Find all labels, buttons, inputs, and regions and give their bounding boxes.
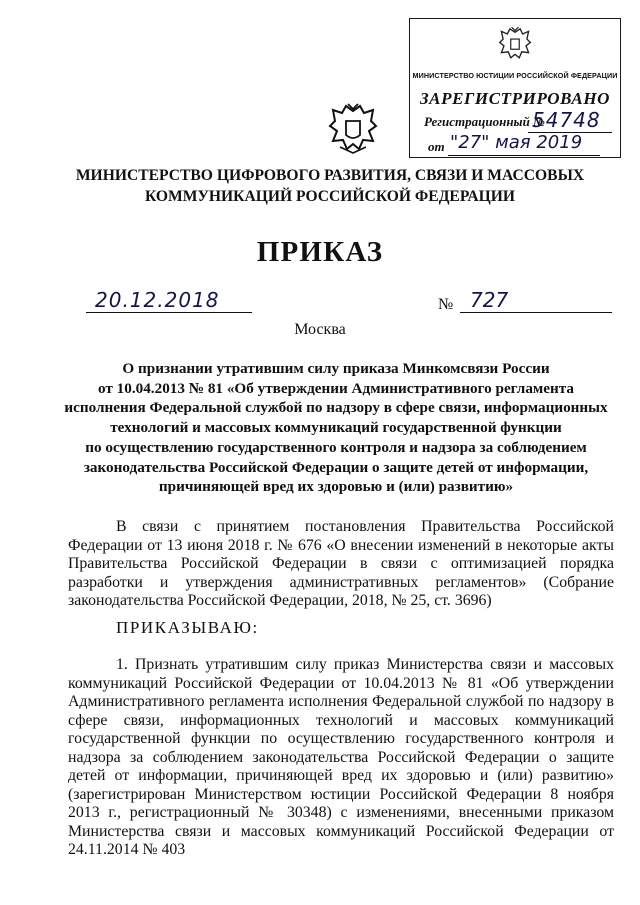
clause-1-paragraph: 1. Признать утратившим силу приказ Министерства связи и массовых коммуникаций Российской Федерации от 10.04.2013 № 81 «Об утверждении Административного регламента исполнения Федеральной службой по надзору в сфере связи, информационных технологий и массовых коммуникаций государственной функции по осуществлению государственного контроля и надзора за соблюдением законодательства Российской Федерации о защите детей от информации, причиняющей вред их здоровью и (или) развитию» (зарегистрирован Министерством юстиции Российской Федерации 8 ноября 2013 г., регистрационный № 30348) с изменениями, внесенными приказом Министерства связи и массовых коммуникаций Российской Федерации от 24.11.2014 № 403 — [68, 656, 614, 858]
document-title: ПРИКАЗ — [256, 236, 384, 268]
subject-line: от 10.04.2013 № 81 «Об утверждении Административного регламента — [97, 379, 574, 397]
stamp-ministry-name: МИНИСТЕРСТВО ЮСТИЦИИ РОССИЙСКОЙ ФЕДЕРАЦИИ — [412, 71, 618, 80]
stamp-date: "27" мая 2019 — [450, 132, 583, 153]
registration-stamp — [409, 18, 621, 158]
stamp-registered-label: ЗАРЕГИСТРИРОВАНО — [419, 89, 611, 108]
order-number-underline — [460, 312, 612, 313]
ministry-name-line-1: МИНИСТЕРСТВО ЦИФРОВОГО РАЗВИТИЯ, СВЯЗИ И МАССОВЫХ — [75, 167, 585, 184]
subject-line: по осуществлению государственного контроля и надзора за соблюдением — [85, 438, 587, 456]
order-date: 20.12.2018 — [95, 288, 220, 312]
subject-line: причиняющей вред их здоровью и (или) развитию» — [158, 478, 514, 496]
subject-line: О признании утратившим силу приказа Минкомсвязи России — [122, 360, 550, 377]
order-subject — [62, 359, 610, 497]
coat-of-arms-icon — [328, 103, 378, 155]
coat-of-arms-icon — [498, 27, 532, 63]
subject-line: технологий и массовых коммуникаций государственной функции — [110, 419, 562, 437]
ministry-name-line-2: КОММУНИКАЦИЙ РОССИЙСКОЙ ФЕДЕРАЦИИ — [144, 188, 515, 205]
stamp-reg-label: Регистрационный № — [424, 114, 545, 129]
preamble-paragraph: В связи с принятием постановления Правительства Российской Федерации от 13 июня 2018 г. № 676 «О внесении изменений в некоторые акты Правительства Российской Федерации в связи с оптимизацией порядка разработки и утверждения административных регламентов» (Собрание законодательства Российской Федерации, 2018, № 25, ст. 3696) — [68, 518, 614, 609]
order-number: 727 — [470, 288, 509, 312]
city: Москва — [294, 321, 346, 338]
subject-line: исполнения Федеральной службой по надзору в сфере связи, информационных — [64, 399, 608, 417]
order-directive-word: ПРИКАЗЫВАЮ: — [116, 618, 259, 637]
subject-line: законодательства Российской Федерации о защите детей от информации, — [83, 458, 589, 476]
stamp-reg-number: 54748 — [532, 108, 601, 132]
order-number-sign: № — [438, 296, 454, 313]
order-date-underline — [86, 312, 252, 313]
stamp-date-underline — [448, 155, 600, 156]
stamp-date-prefix: от — [428, 139, 445, 154]
